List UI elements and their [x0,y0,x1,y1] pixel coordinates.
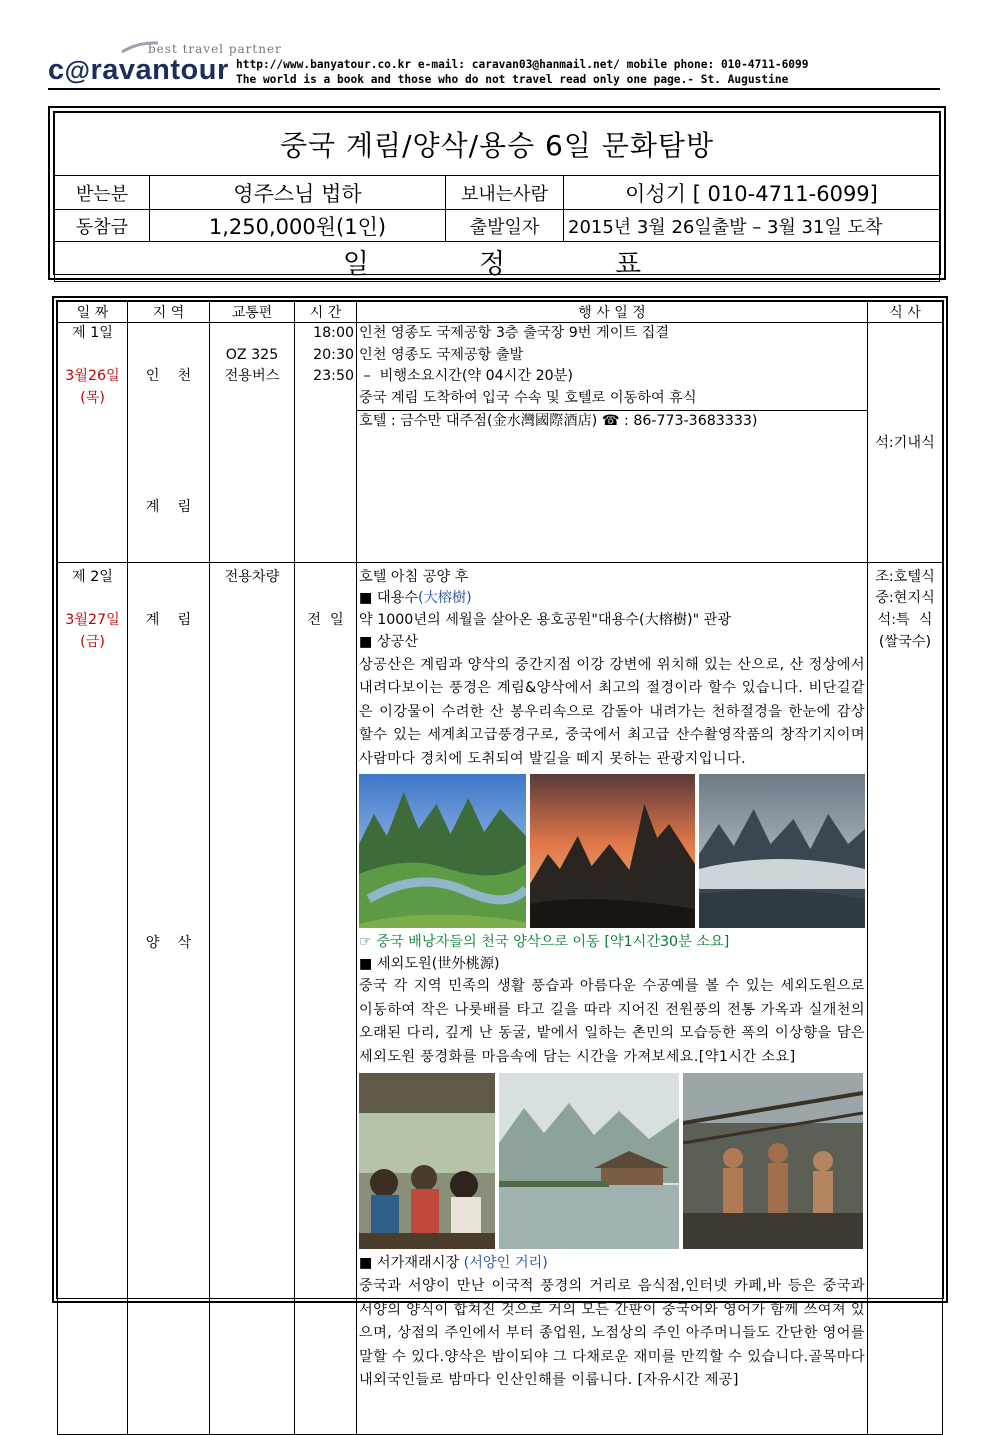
section-heading: ■ 상공산 [359,633,419,650]
itinerary-table [57,301,943,1435]
company-logo: c@ravantour [48,54,229,86]
meal: 중:현지식 [875,590,935,607]
meal: 조:호텔식 [875,568,935,585]
document-title: 중국 계림/양삭/용승 6일 문화탐방 [55,113,940,176]
fee-value: 1,250,000원(1인) [150,210,446,242]
schedule-line: 약 1000년의 세월을 살아온 용호공원"대용수(大榕樹)" 관광 [359,612,732,629]
header-rule [48,88,940,90]
time: 전 일 [307,612,344,629]
quote-line: The world is a book and those who do not travel read only one page.- St. Augustine [236,73,789,86]
photo-folk-dance [683,1073,863,1249]
col-header-region: 지 역 [128,302,210,323]
fee-label: 동참금 [55,210,150,242]
tagline: best travel partner [148,42,282,56]
schedule-line: 인천 영종도 국제공항 출발 [359,346,524,363]
col-header-transport: 교통편 [210,302,295,323]
photo-misty-river [699,774,865,928]
day-row [58,562,943,1434]
section-heading: ■ 서가재래시장 (서양인 거리) [359,1255,548,1272]
letterhead [48,38,940,90]
day-number: 제 2일 [72,568,113,585]
photo-strip [359,774,865,928]
day-date: 3월26일 [65,368,120,385]
recipient-value: 영주스님 법하 [150,176,446,210]
col-header-day: 일 짜 [58,302,128,323]
col-header-meal: 식 사 [868,302,943,323]
col-header-time: 시 간 [295,302,357,323]
meal: 석:기내식 [875,435,935,452]
sender-label: 보내는사람 [446,176,564,210]
section-body: 중국 각 지역 민족의 생활 풍습과 아름다운 수공예를 볼 수 있는 세외도원으로 이동하여 작은 나룻배를 타고 길을 따라 지어진 전원풍의 전통 가옥과 실개천의 오래된 다리, 깊게 난 동굴, 밭에서 일하는 촌민의 모습등한 폭의 이상향을 담은 세외도원 풍경화를 마음속에 담는 시간을 가져보세요.[약1시간 소요] [359,978,865,1065]
move-note: ☞ 중국 배낭자들의 천국 양삭으로 이동 [약1시간30분 소요] [359,934,730,951]
photo-boat-tour [359,1073,495,1249]
transport: 전용버스 [224,368,280,385]
schedule-line: 호텔 아침 공양 후 [359,568,469,585]
meal: (쌀국수) [878,633,932,650]
hotel-info: 호텔 : 금수만 대주점(金水灣國際酒店) ☎ : 86-773-3683333) [357,410,867,433]
section-body: 상공산은 계림과 양삭의 중간지점 이강 강변에 위치해 있는 산으로, 산 정상에서 내려다보이는 풍경은 계림&양삭에서 최고의 절경이라 할수 있습니다. 비단길같은 이강물이 수려한 산 봉우리속으로 감돌아 내려가는 천하절경을 한눈에 감상할수 있는 세계최고급풍경구로, 중국에서 최고급 산수촬영작품의 창작기지이며 사람마다 경치에 도취되여 발길을 떼지 못하는 관광지입니다. [359,656,865,767]
recipient-label: 받는분 [55,176,150,210]
time: 18:00 [313,325,354,341]
region: 양 삭 [145,934,192,951]
schedule-line: 인천 영종도 국제공항 3층 출국장 9번 게이트 집결 [359,325,670,341]
time: 20:30 [313,346,354,363]
departure-value: 2015년 3월 26일출발 – 3월 31일 도착 [564,210,940,242]
photo-riverside-pavilion [499,1073,679,1249]
day-weekday: (금) [80,633,105,650]
time: 23:50 [313,368,354,385]
section-heading: ■ 세외도원(世外桃源) [359,955,500,972]
day-date: 3월27일 [65,612,120,629]
schedule-line: – 비행소요시간(약 04시간 20분) [359,368,573,385]
meal: 석:특 식 [877,612,933,629]
title-box [48,106,946,280]
region: 계 림 [145,498,192,515]
contact-line: http://www.banyatour.co.kr e-mail: caravan03@hanmail.net/ mobile phone: 010-4711-6099 [236,58,809,71]
section-heading: ■ 대용수(大榕樹) [359,590,472,607]
itinerary-box [52,296,948,1389]
col-header-schedule: 행 사 일 정 [357,302,868,323]
photo-sunset-peaks [530,774,695,928]
departure-label: 출발일자 [446,210,564,242]
schedule-heading: 일정표 [55,242,940,282]
day-row [58,323,943,563]
transport: 전용차량 [224,568,280,585]
region: 인 천 [145,368,192,385]
day-number: 제 1일 [72,325,113,341]
schedule-line: 중국 계림 도착하여 입국 수속 및 호텔로 이동하여 휴식 [359,390,697,407]
photo-strip [359,1073,865,1249]
sender-value: 이성기 [ 010-4711-6099] [564,176,940,210]
flight-number: OZ 325 [225,346,279,363]
photo-li-river-bend [359,774,526,928]
section-body: 중국과 서양이 만난 이국적 풍경의 거리로 음식점,인터넷 카페,바 등은 중국과 서양의 양식이 합쳐진 것으로 거의 모든 간판이 중국어와 영어가 함께 쓰여져 있으며, 상점의 주인에서 부터 종업원, 노점상의 주인 아주머니들도 간단한 영어를 말할 수 있다.양삭은 밤이되야 그 다채로운 재미를 만끽할 수 있습니다.골목마다 내외국인들로 밤마다 인산인해를 이룹니다. [자유시간 제공] [359,1278,865,1389]
day-weekday: (목) [80,390,105,407]
region: 계 림 [145,612,192,629]
